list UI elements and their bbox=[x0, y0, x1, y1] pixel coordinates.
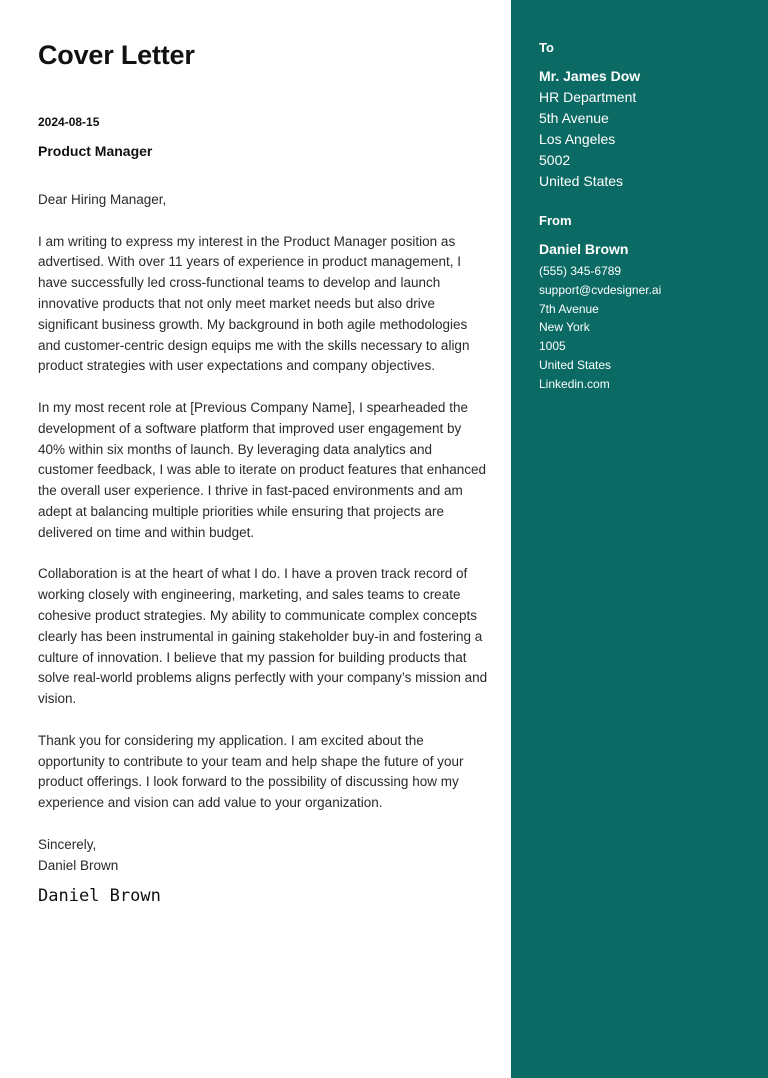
page-title: Cover Letter bbox=[38, 40, 195, 70]
sender-linkedin: Linkedin.com bbox=[539, 376, 610, 391]
paragraph-1: I am writing to express my interest in the Product Manager position as advertised. With over 11 years of experience in product management, I have successfully led cross-functional teams to develop and launch innovative products that not only meet market needs but also drive significant business growth. My background in both agile methodologies and customer-centric design equips me with the skills necessary to align product strategies with user expectations and company objectives. bbox=[38, 233, 470, 374]
sender-name: Daniel Brown bbox=[539, 241, 629, 257]
letter-date: 2024-08-15 bbox=[38, 115, 100, 129]
to-heading: To bbox=[539, 40, 554, 55]
recipient-postcode: 5002 bbox=[539, 152, 571, 168]
from-heading: From bbox=[539, 213, 572, 228]
sender-postcode: 1005 bbox=[539, 339, 566, 354]
sender-street: 7th Avenue bbox=[539, 301, 599, 316]
sender-city: New York bbox=[539, 320, 590, 335]
closing: Sincerely, bbox=[38, 836, 97, 852]
signature: Daniel Brown bbox=[38, 886, 161, 907]
position-title: Product Manager bbox=[38, 143, 153, 159]
paragraph-3: Collaboration is at the heart of what I do. I have a proven track record of working closely with engineering, marketing, and sales teams to create cohesive product strategies. My ability to communicate complex concepts clearly has been instrumental in gaining stakeholder buy-in and fostering a culture of innovation. I believe that my passion for building products that solve real-world problems aligns perfectly with your company’s mission and vision. bbox=[38, 566, 488, 707]
recipient-city: Los Angeles bbox=[539, 131, 616, 147]
recipient-name: Mr. James Dow bbox=[539, 68, 641, 84]
paragraph-2: In my most recent role at [Previous Company Name], I spearheaded the development of a software platform that improved user engagement by 40% within six months of launch. By leveraging data analytics and customer feedback, I was able to iterate on product features that enhanced the overall user experience. I thrive in fast-paced environments and am adept at balancing multiple priorities while ensuring that projects are delivered on time and within budget. bbox=[38, 399, 487, 540]
sender-email: support@cvdesigner.ai bbox=[539, 282, 662, 297]
closing-name: Daniel Brown bbox=[38, 857, 119, 873]
recipient-country: United States bbox=[539, 173, 624, 189]
contact-sidebar bbox=[511, 0, 768, 1078]
recipient-department: HR Department bbox=[539, 89, 637, 105]
recipient-block bbox=[539, 66, 640, 192]
recipient-street: 5th Avenue bbox=[539, 110, 609, 126]
sender-country: United States bbox=[539, 357, 612, 372]
greeting: Dear Hiring Manager, bbox=[38, 192, 167, 207]
sender-block bbox=[539, 239, 661, 394]
letter-body bbox=[38, 190, 488, 907]
sender-phone: (555) 345-6789 bbox=[539, 264, 622, 278]
paragraph-4: Thank you for considering my application. I am excited about the opportunity to contribute to your team and help shape the future of your product offerings. I look forward to the possibility of discussing how my experience and vision can add value to your organization. bbox=[38, 732, 464, 811]
